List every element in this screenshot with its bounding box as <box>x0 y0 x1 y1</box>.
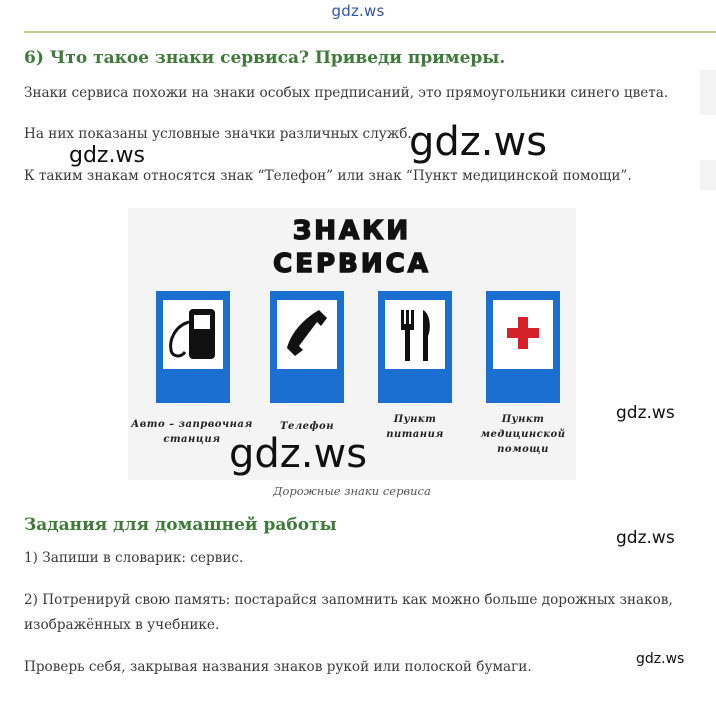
red-cross-icon <box>493 300 553 369</box>
figure-title-line-2: СЕРВИСА <box>273 249 431 279</box>
fuel-pump-icon <box>163 300 223 369</box>
paragraph-3: К таким знакам относятся знак “Телефон” или знак “Пункт медицинской помощи”. <box>24 168 632 184</box>
figure-caption: Дорожные знаки сервиса <box>273 484 431 498</box>
side-ghost-2 <box>700 160 716 190</box>
sign-label-food: Пункт питания <box>386 414 444 440</box>
watermark-overlay: gdz.ws <box>616 403 675 423</box>
watermark-overlay: gdz.ws <box>409 119 548 165</box>
paragraph-1: Знаки сервиса похожи на знаки особых предписаний, это прямоугольники синего цвета. <box>24 85 669 101</box>
top-divider <box>24 31 716 33</box>
watermark-overlay: gdz.ws <box>69 143 145 168</box>
sign-label-medical: Пункт медицинской помощи <box>480 414 566 455</box>
sign-label-telephone: Телефон <box>280 421 334 432</box>
homework-item-2-cont: изображённых в учебнике. <box>24 617 220 633</box>
sign-panel <box>277 300 337 369</box>
watermark-overlay: gdz.ws <box>616 528 675 548</box>
fork-knife-icon <box>385 300 445 369</box>
watermark-overlay: gdz.ws <box>636 651 685 667</box>
sign-food <box>378 291 452 403</box>
top-watermark: gdz.ws <box>331 2 385 20</box>
sign-fuel-station <box>156 291 230 403</box>
sign-panel <box>385 300 445 369</box>
telephone-icon <box>277 300 337 369</box>
sign-label-fuel: Авто – запрвочная станция <box>131 419 253 445</box>
homework-item-1: 1) Запиши в словарик: сервис. <box>24 550 244 566</box>
homework-item-2: 2) Потренируй свою память: постарайся запомнить как можно больше дорожных знаков, <box>24 592 673 608</box>
sign-panel <box>493 300 553 369</box>
side-ghost-1 <box>700 70 716 115</box>
sign-panel <box>163 300 223 369</box>
homework-item-3: Проверь себя, закрывая названия знаков рукой или полоской бумаги. <box>24 659 532 675</box>
section-heading: 6) Что такое знаки сервиса? Приведи примеры. <box>24 48 506 68</box>
homework-heading: Задания для домашней работы <box>24 515 337 535</box>
figure-title <box>128 208 576 288</box>
figure-title-line-1: ЗНАКИ <box>292 216 412 246</box>
sign-telephone <box>270 291 344 403</box>
watermark-overlay: gdz.ws <box>229 431 368 477</box>
paragraph-2: На них показаны условные значки различных служб. <box>24 126 412 142</box>
sign-medical <box>486 291 560 403</box>
